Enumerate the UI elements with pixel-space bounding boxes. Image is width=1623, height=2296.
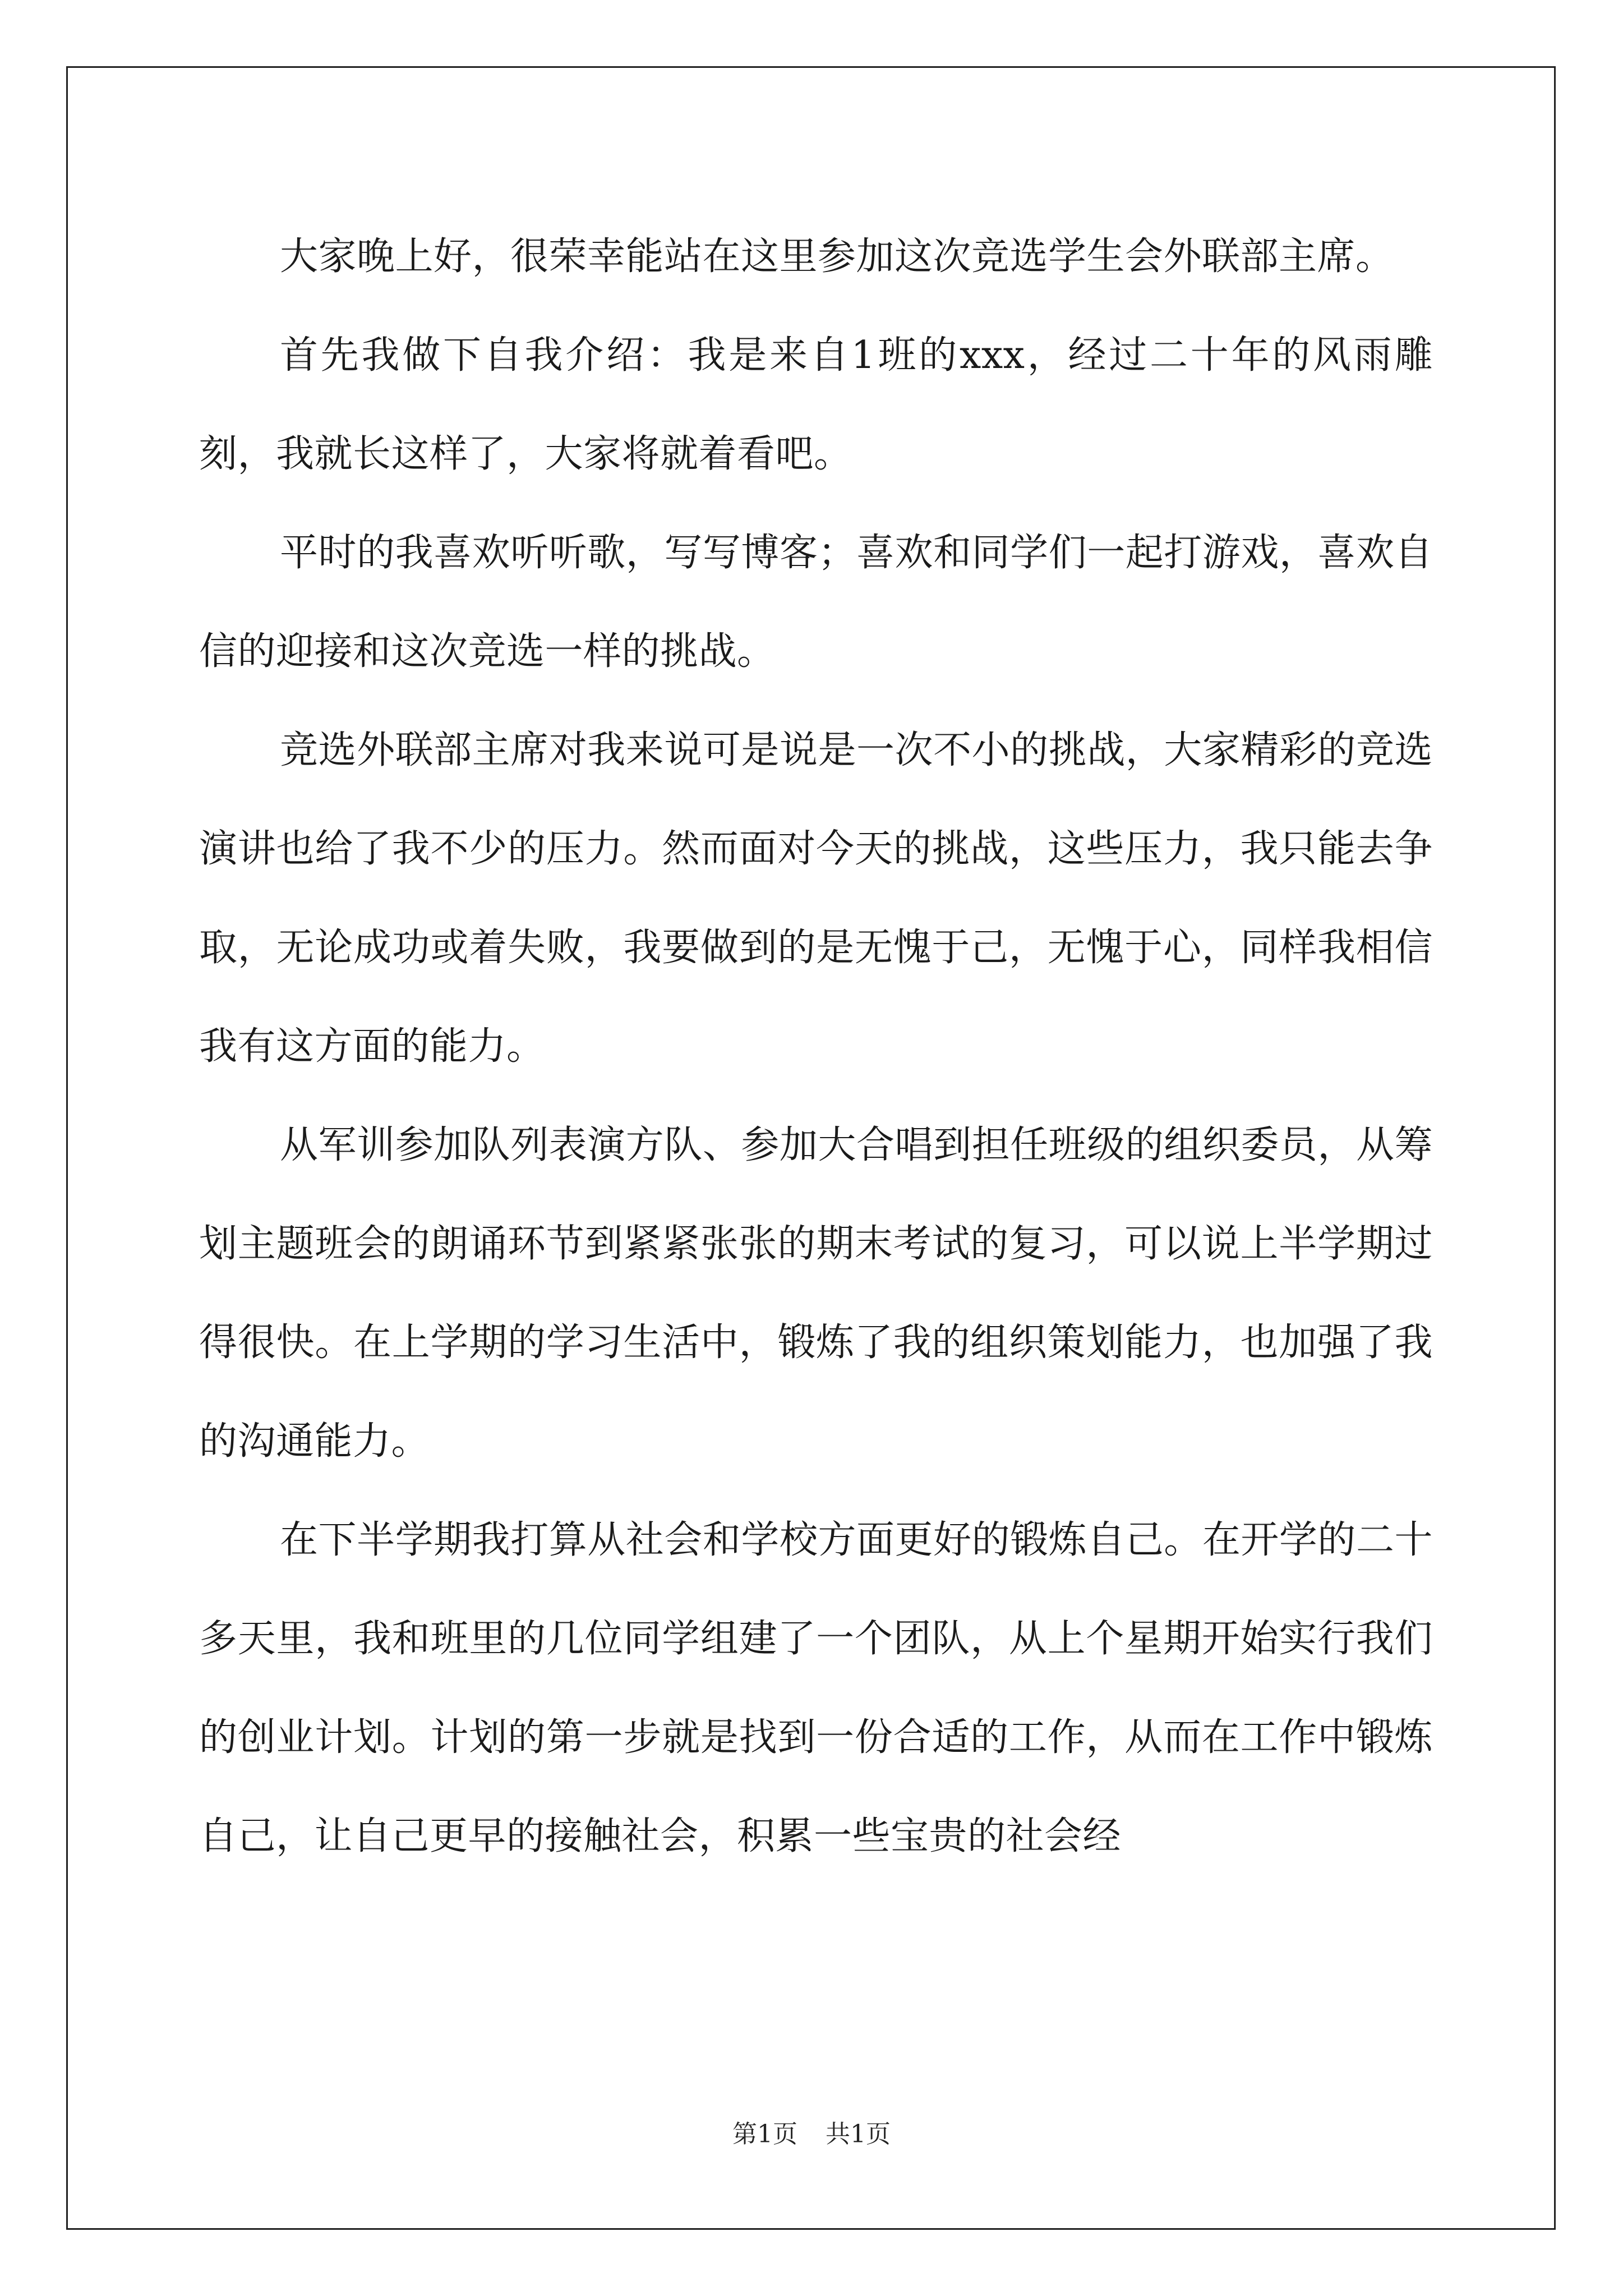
page-footer [0, 2118, 1623, 2151]
paragraph-greeting: 大家晚上好，很荣幸能站在这里参加这次竞选学生会外联部主席。 [280, 234, 1394, 279]
paragraph-hobbies: 平时的我喜欢听听歌，写写博客；喜欢和同学们一起打游戏，喜欢自信的迎接和这次竞选一样的挑战。 [199, 531, 1433, 674]
paragraph-plan: 在下半学期我打算从社会和学校方面更好的锻炼自己。在开学的二十多天里，我和班里的几位同学组建了一个团队，从上个星期开始实行我们的创业计划。计划的第一步就是找到一份合适的工作，从而在工作中锻炼自己，让自己更早的接触社会，积累一些宝贵的社会经 [199, 1518, 1433, 1858]
paragraph-challenge: 竞选外联部主席对我来说可是说是一次不小的挑战，大家精彩的竞选演讲也给了我不少的压力。然而面对今天的挑战，这些压力，我只能去争取，无论成功或着失败，我要做到的是无愧于己，无愧于心，同样我相信我有这方面的能力。 [199, 728, 1433, 1069]
document-body [199, 208, 1433, 1886]
paragraph-self-introduction: 首先我做下自我介绍：我是来自1班的xxx，经过二十年的风雨雕刻，我就长这样了，大家将就着看吧。 [199, 333, 1433, 476]
paragraph-experience: 从军训参加队列表演方队、参加大合唱到担任班级的组织委员，从筹划主题班会的朗诵环节到紧紧张张的期末考试的复习，可以说上半学期过得很快。在上学期的学习生活中，锻炼了我的组织策划能力，也加强了我的沟通能力。 [199, 1123, 1433, 1464]
page-number-current: 第1页 [732, 2120, 797, 2148]
page-number-total: 共1页 [826, 2120, 891, 2148]
